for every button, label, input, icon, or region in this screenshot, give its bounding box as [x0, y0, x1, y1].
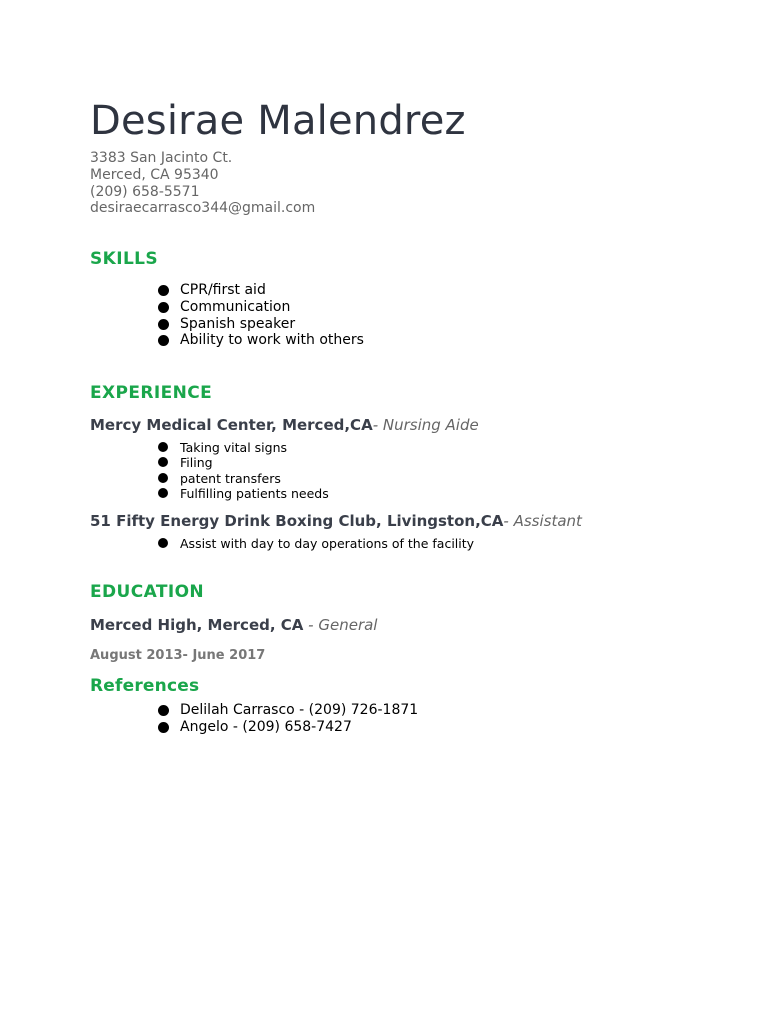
- contact-block: [90, 150, 315, 217]
- duty-item: Fulfilling patients needs: [158, 486, 329, 501]
- bullet-icon: [158, 285, 169, 296]
- job-organization: 51 Fifty Energy Drink Boxing Club, Livingston,CA: [90, 512, 504, 530]
- school-name: Merced High, Merced, CA: [90, 616, 304, 634]
- duty-item: Taking vital signs: [158, 440, 329, 455]
- education-dates: August 2013- June 2017: [90, 648, 266, 663]
- skill-item: Spanish speaker: [158, 316, 364, 333]
- education-heading: EDUCATION: [90, 582, 205, 602]
- reference-item: Angelo - (209) 658-7427: [158, 719, 418, 736]
- skill-item: CPR/first aid: [158, 282, 364, 299]
- phone-number: (209) 658-5571: [90, 183, 200, 200]
- experience-heading: EXPERIENCE: [90, 383, 213, 403]
- job-role: - Nursing Aide: [372, 416, 479, 434]
- bullet-icon: [158, 457, 168, 467]
- candidate-name: Desirae Malendrez: [90, 98, 466, 144]
- bullet-icon: [158, 705, 169, 716]
- address-line-1: 3383 San Jacinto Ct.: [90, 150, 233, 166]
- email-address: desiraecarrasco344@gmail.com: [90, 200, 316, 217]
- skills-list: [158, 282, 364, 349]
- address-line-2: Merced, CA 95340: [90, 166, 219, 183]
- duty-item: Filing: [158, 455, 329, 470]
- bullet-icon: [158, 335, 169, 346]
- job-title-line: [90, 416, 479, 434]
- reference-item: Delilah Carrasco - (209) 726-1871: [158, 702, 418, 719]
- duty-item: patent transfers: [158, 471, 329, 486]
- bullet-icon: [158, 442, 168, 452]
- references-heading: References: [90, 676, 200, 696]
- education-line: [90, 616, 377, 634]
- job-title-line: [90, 512, 582, 530]
- bullet-icon: [158, 488, 168, 498]
- job-duties-list: [158, 536, 474, 551]
- bullet-icon: [158, 302, 169, 313]
- job-duties-list: [158, 440, 329, 501]
- job-role: - Assistant: [503, 512, 582, 530]
- bullet-icon: [158, 538, 168, 548]
- skill-item: Communication: [158, 299, 364, 316]
- job-organization: Mercy Medical Center, Merced,CA: [90, 416, 373, 434]
- bullet-icon: [158, 473, 168, 483]
- education-program: - General: [303, 616, 378, 634]
- skills-heading: SKILLS: [90, 249, 159, 269]
- skill-item: Ability to work with others: [158, 332, 364, 349]
- duty-item: Assist with day to day operations of the facility: [158, 536, 474, 551]
- bullet-icon: [158, 722, 169, 733]
- references-list: [158, 702, 418, 736]
- bullet-icon: [158, 319, 169, 330]
